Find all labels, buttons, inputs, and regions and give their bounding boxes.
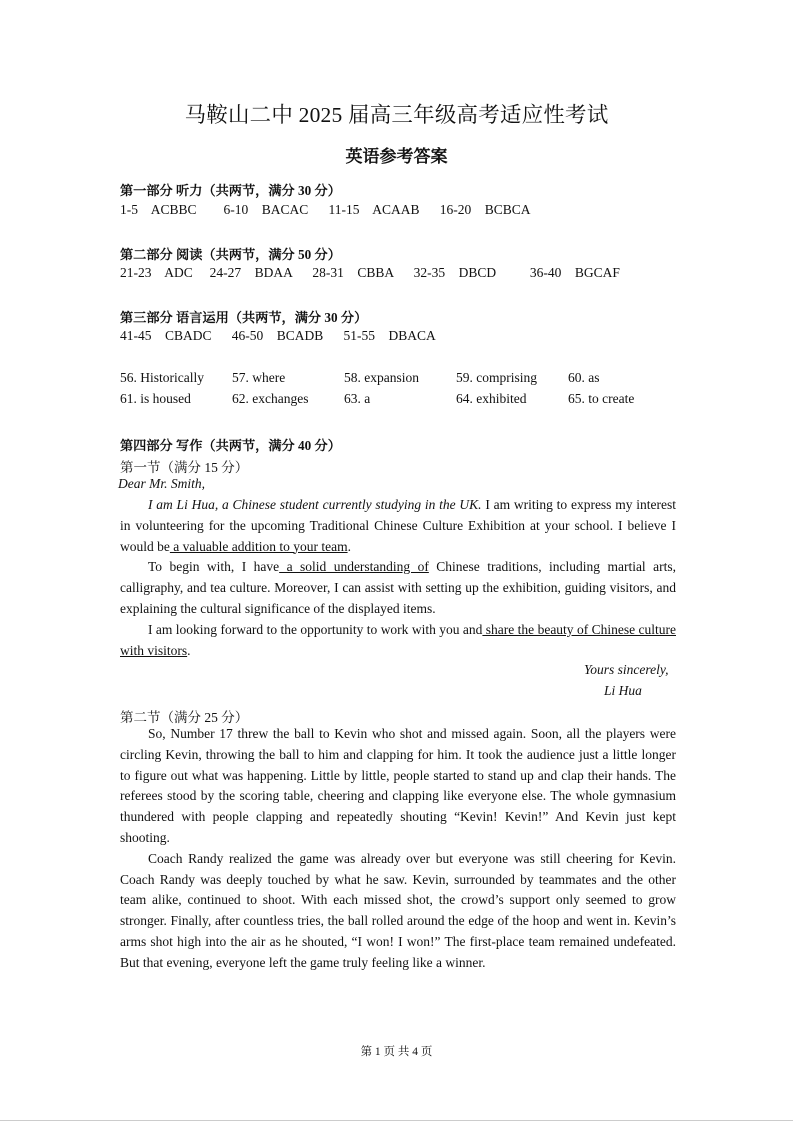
letter-salutation: Dear Mr. Smith, [118, 476, 205, 491]
answer-65: 65. to create [568, 391, 635, 406]
story-paragraph-1: So, Number 17 threw the ball to Kevin who shot and missed again. Soon, all the players were circling Kevin, throwing the ball to him and clapping for him. It took the audience just a little longer to figure out what was happening. Little by little, people started to stand up and clap their hands. The referees stood by the scoring table, cheering and clapping like everyone else. The whole gymnasium thundered with people clapping and repeatedly shouting “Kevin! Kevin!” And Kevin just kept shooting. [120, 726, 676, 845]
letter-paragraph-1: I am Li Hua, a Chinese student currently studying in the UK. I am writing to express my interest in volunteering for the upcoming Traditional Chinese Culture Exhibition at your school. I believe I would be a valuable addition to your team. [120, 497, 676, 554]
answer-63: 63. a [344, 391, 371, 406]
part4-heading: 第四部分 写作（共两节，满分 40 分） [120, 438, 341, 453]
answer-60: 60. as [568, 370, 600, 385]
story-body [120, 724, 676, 974]
answer-64: 64. exhibited [456, 391, 527, 406]
part1-answers: 1-5 ACBBC 6-10 BACAC 11-15 ACAAB 16-20 BCBCA [120, 202, 531, 217]
story-paragraph-2: Coach Randy realized the game was already over but everyone was still cheering for Kevin. Coach Randy was deeply touched by what he saw. Kevin, surrounded by teammates and the other team alike, continued to shoot. With each missed shot, the crowd’s support only seemed to grow stronger. Finally, after countless tries, the ball rolled around the edge of the hoop and went in. Kevin’s arms shot high into the air as he shouted, “I won! I won!” The first-place team remained undefeated. But that evening, everyone left the game truly feeling like a winner. [120, 850, 676, 970]
answer-61: 61. is housed [120, 391, 191, 406]
page-bottom-divider [0, 1120, 793, 1121]
writing-section1-heading: 第一节（满分 15 分） [120, 460, 249, 475]
answer-58: 58. expansion [344, 370, 419, 385]
part2-answers: 21-23 ADC 24-27 BDAA 28-31 CBBA 32-35 DBCD 36-40 BGCAF [120, 265, 620, 280]
writing-section2-heading: 第二节（满分 25 分） [120, 710, 249, 725]
answer-56: 56. Historically [120, 370, 204, 385]
answer-62: 62. exchanges [232, 391, 309, 406]
part1-heading: 第一部分 听力（共两节，满分 30 分） [120, 183, 341, 198]
answer-59: 59. comprising [456, 370, 537, 385]
part3-answers: 41-45 CBADC 46-50 BCADB 51-55 DBACA [120, 328, 436, 343]
letter-closing: Yours sincerely, [584, 662, 669, 677]
letter-signature: Li Hua [604, 683, 642, 698]
part3-heading: 第三部分 语言运用（共两节，满分 30 分） [120, 310, 368, 325]
page-subtitle: 英语参考答案 [345, 147, 448, 166]
answer-57: 57. where [232, 370, 286, 385]
letter-body [120, 495, 676, 661]
page-title: 马鞍山二中 2025 届高三年级高考适应性考试 [184, 103, 609, 127]
letter-paragraph-3: I am looking forward to the opportunity to work with you and share the beauty of Chinese culture with visitors. [120, 621, 676, 658]
page-footer: 第 1 页 共 4 页 [360, 1046, 433, 1058]
letter-paragraph-2: To begin with, I have a solid understanding of Chinese traditions, including martial arts, calligraphy, and tea culture. Moreover, I can assist with setting up the exhibition, guiding visitors, and explaining the cultural significance of the displayed items. [120, 559, 676, 616]
part2-heading: 第二部分 阅读（共两节，满分 50 分） [120, 247, 341, 262]
